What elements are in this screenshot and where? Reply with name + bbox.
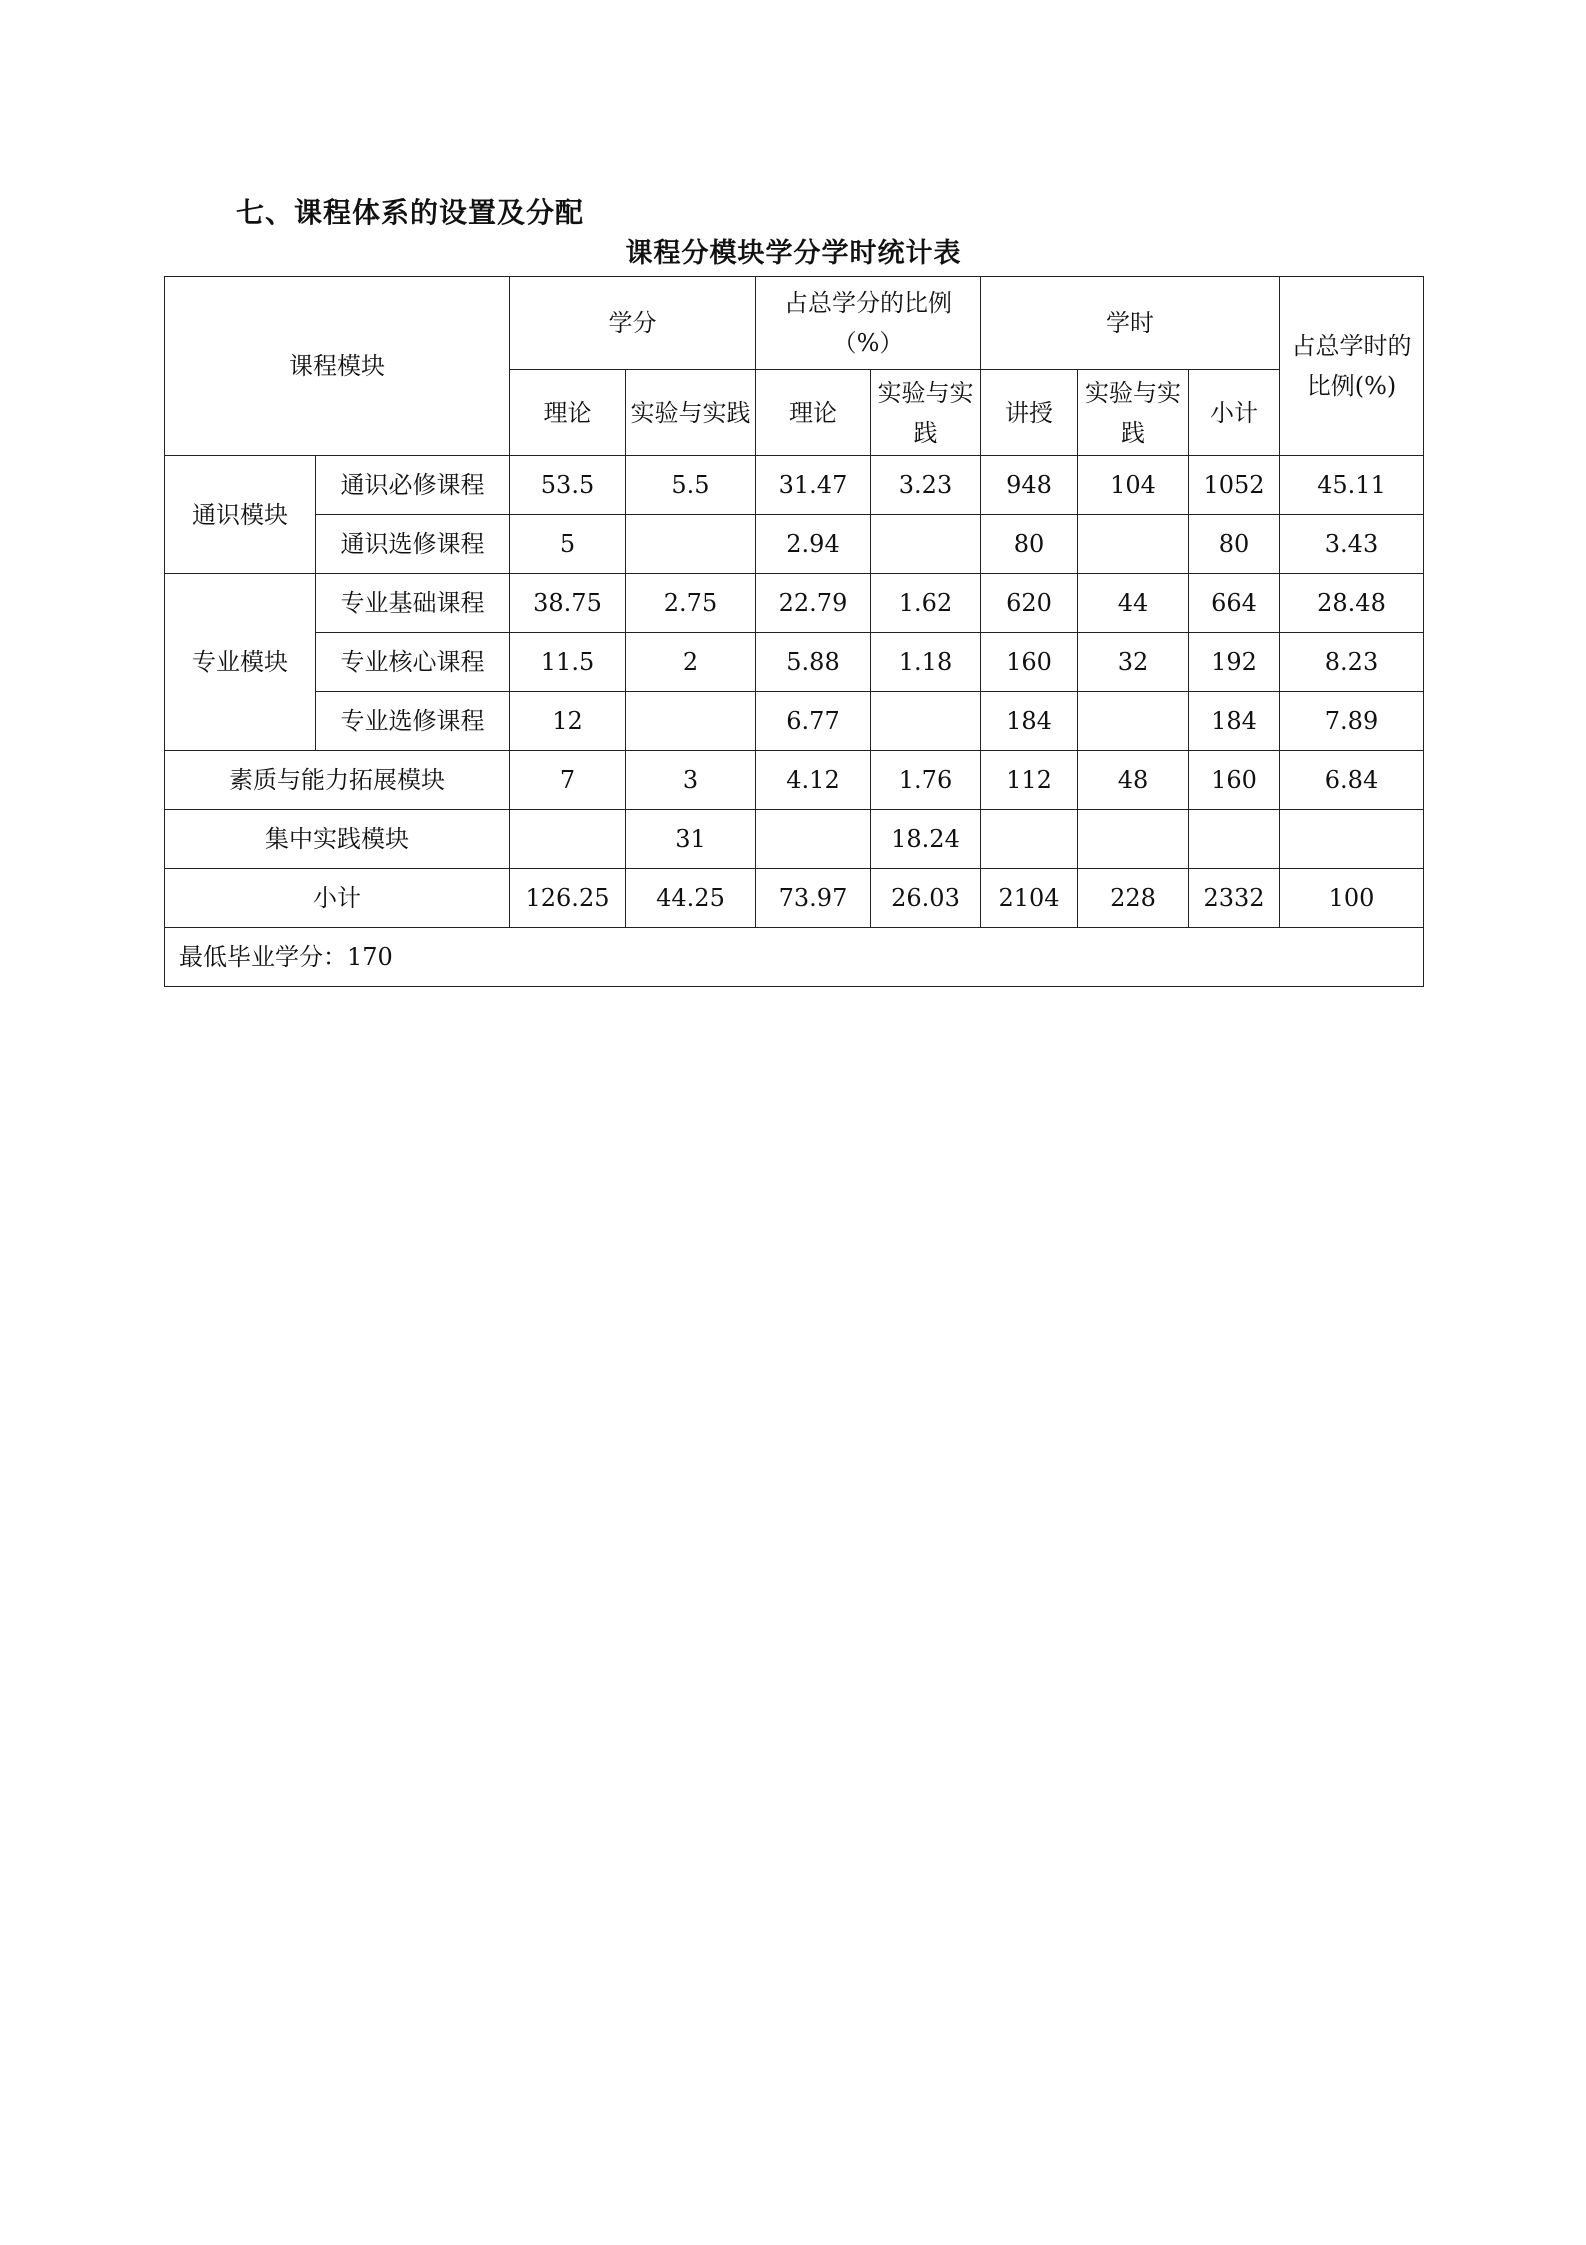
table-title: 课程分模块学分学时统计表: [625, 238, 962, 269]
cell-ratio-theory: 6.77: [756, 692, 871, 751]
cell-hour-ratio: 7.89: [1280, 692, 1424, 751]
cell-credit-theory: 12: [510, 692, 626, 751]
header-hour-ratio: 占总学时的比例(%): [1280, 277, 1424, 456]
header-hours-subtotal: 小计: [1189, 370, 1280, 456]
row-name: 专业核心课程: [316, 633, 510, 692]
row-name: 通识选修课程: [316, 515, 510, 574]
group-professional: 专业模块: [165, 574, 316, 751]
table-row: [165, 456, 1424, 515]
header-ratio-practice: 实验与实践: [871, 370, 981, 456]
header-module: 课程模块: [165, 277, 510, 456]
cell-credit-theory: 38.75: [510, 574, 626, 633]
header-hours: 学时: [981, 277, 1280, 370]
cell-hours-practice: [1078, 692, 1189, 751]
cell-credit-practice: 3: [626, 751, 756, 810]
table-row-total: [165, 869, 1424, 928]
cell-ratio-theory: 2.94: [756, 515, 871, 574]
cell-credit-theory: 7: [510, 751, 626, 810]
header-credit-practice: 实验与实践: [626, 370, 756, 456]
cell-ratio-practice: 18.24: [871, 810, 981, 869]
cell-hours-practice: 44: [1078, 574, 1189, 633]
row-name: 专业选修课程: [316, 692, 510, 751]
header-hours-lecture: 讲授: [981, 370, 1078, 456]
cell-credit-practice: 31: [626, 810, 756, 869]
cell-hour-ratio: 8.23: [1280, 633, 1424, 692]
cell-ratio-theory: 5.88: [756, 633, 871, 692]
cell-hours-lecture: 112: [981, 751, 1078, 810]
cell-hours-practice: 32: [1078, 633, 1189, 692]
cell-hours-subtotal: 1052: [1189, 456, 1280, 515]
cell-ratio-practice: [871, 692, 981, 751]
cell-credit-theory: [510, 810, 626, 869]
header-credit-ratio: 占总学分的比例（%）: [756, 277, 981, 370]
cell-hours-lecture: 620: [981, 574, 1078, 633]
table-row: [165, 633, 1424, 692]
cell-credit-theory: 126.25: [510, 869, 626, 928]
cell-credit-theory: 53.5: [510, 456, 626, 515]
table-row: [165, 574, 1424, 633]
cell-hours-practice: [1078, 810, 1189, 869]
cell-ratio-practice: [871, 515, 981, 574]
table-row: [165, 515, 1424, 574]
cell-hours-lecture: [981, 810, 1078, 869]
table-row: [165, 692, 1424, 751]
table-row: [165, 810, 1424, 869]
group-general: 通识模块: [165, 456, 316, 574]
cell-hours-subtotal: 80: [1189, 515, 1280, 574]
table-row: [165, 751, 1424, 810]
row-name: 小计: [165, 869, 510, 928]
cell-hours-practice: 228: [1078, 869, 1189, 928]
cell-hour-ratio: 3.43: [1280, 515, 1424, 574]
cell-credit-practice: 44.25: [626, 869, 756, 928]
cell-hours-lecture: 2104: [981, 869, 1078, 928]
cell-hours-practice: 104: [1078, 456, 1189, 515]
cell-credit-practice: [626, 692, 756, 751]
cell-credit-practice: 2: [626, 633, 756, 692]
cell-credit-practice: 5.5: [626, 456, 756, 515]
cell-ratio-theory: 73.97: [756, 869, 871, 928]
cell-hours-subtotal: 664: [1189, 574, 1280, 633]
course-module-stats-table: [164, 276, 1424, 987]
header-hours-practice: 实验与实践: [1078, 370, 1189, 456]
cell-credit-theory: 11.5: [510, 633, 626, 692]
header-credit-theory: 理论: [510, 370, 626, 456]
cell-hours-practice: [1078, 515, 1189, 574]
cell-ratio-practice: 1.62: [871, 574, 981, 633]
cell-hours-lecture: 948: [981, 456, 1078, 515]
header-credits: 学分: [510, 277, 756, 370]
row-name: 素质与能力拓展模块: [165, 751, 510, 810]
cell-ratio-practice: 26.03: [871, 869, 981, 928]
cell-hours-lecture: 80: [981, 515, 1078, 574]
cell-hour-ratio: 100: [1280, 869, 1424, 928]
cell-hours-lecture: 184: [981, 692, 1078, 751]
cell-hour-ratio: [1280, 810, 1424, 869]
cell-credit-practice: 2.75: [626, 574, 756, 633]
cell-ratio-theory: [756, 810, 871, 869]
row-name: 通识必修课程: [316, 456, 510, 515]
cell-hours-subtotal: 2332: [1189, 869, 1280, 928]
cell-hours-lecture: 160: [981, 633, 1078, 692]
cell-hour-ratio: 28.48: [1280, 574, 1424, 633]
cell-ratio-practice: 1.76: [871, 751, 981, 810]
cell-credit-practice: [626, 515, 756, 574]
cell-hours-practice: 48: [1078, 751, 1189, 810]
cell-ratio-practice: 3.23: [871, 456, 981, 515]
cell-hours-subtotal: 192: [1189, 633, 1280, 692]
cell-ratio-practice: 1.18: [871, 633, 981, 692]
row-name: 专业基础课程: [316, 574, 510, 633]
cell-hours-subtotal: 160: [1189, 751, 1280, 810]
min-graduation-credits: 最低毕业学分：170: [165, 928, 1424, 987]
cell-ratio-theory: 31.47: [756, 456, 871, 515]
cell-hour-ratio: 6.84: [1280, 751, 1424, 810]
cell-hour-ratio: 45.11: [1280, 456, 1424, 515]
section-heading: 七、课程体系的设置及分配: [236, 196, 585, 229]
cell-hours-subtotal: [1189, 810, 1280, 869]
cell-ratio-theory: 4.12: [756, 751, 871, 810]
header-ratio-theory: 理论: [756, 370, 871, 456]
cell-hours-subtotal: 184: [1189, 692, 1280, 751]
table-footer-row: [165, 928, 1424, 987]
cell-ratio-theory: 22.79: [756, 574, 871, 633]
row-name: 集中实践模块: [165, 810, 510, 869]
cell-credit-theory: 5: [510, 515, 626, 574]
